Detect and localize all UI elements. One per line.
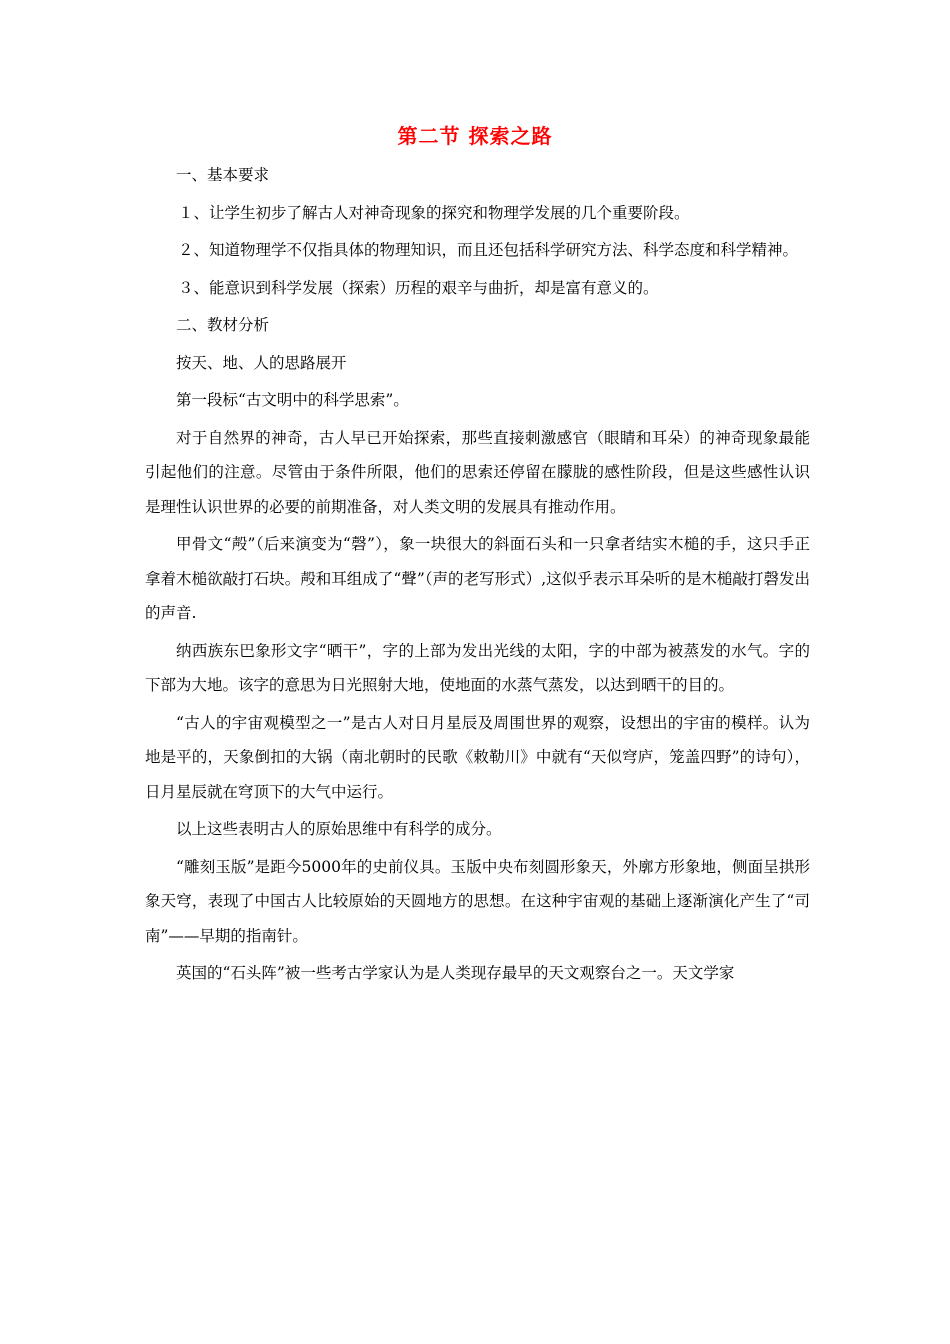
section-heading: 一、基本要求 [176,166,270,184]
paragraph: “雕刻玉版”是距今5000年的史前仪具。玉版中央布刻圆形象天，外廓方形象地，侧面呈拱形象天穹，表现了中国古人比较原始的天圆地方的思想。在这种宇宙观的基础上逐渐演化产生了“司南”——早期的指南针。 [145,857,810,945]
paragraph: 甲骨文“殸”（后来演变为“磬”），象一块很大的斜面石头和一只拿者结实木槌的手，这只手正拿着木槌欲敲打石块。殸和耳组成了“聲”（声的老写形式）,这似乎表示耳朵听的是木槌敲打磬发出的声音. [145,535,810,622]
list-item: ３、能意识到科学发展（探索）历程的艰辛与曲折，却是富有意义的。 [178,278,659,297]
paragraph: 纳西族东巴象形文字“晒干”，字的上部为发出光线的太阳，字的中部为被蒸发的水气。字的下部为大地。该字的意思为日光照射大地，使地面的水蒸气蒸发，以达到晒干的目的。 [145,641,810,694]
paragraph: 以上这些表明古人的原始思维中有科学的成分。 [176,820,502,838]
list-item: １、让学生初步了解古人对神奇现象的探究和物理学发展的几个重要阶段。 [178,203,690,222]
paragraph: 第一段标“古文明中的科学思索”。 [176,391,409,409]
paragraph: “古人的宇宙观模型之一”是古人对日月星辰及周围世界的观察，设想出的宇宙的模样。认为地是平的，天象倒扣的大锅（南北朝时的民歌《敕勒川》中就有“天似穹庐，笼盖四野”的诗句），日月星辰就在穹顶下的大气中运行。 [145,713,810,801]
list-item: ２、知道物理学不仅指具体的物理知识，而且还包括科学研究方法、科学态度和科学精神。 [178,241,799,259]
document-body [145,158,810,991]
paragraph: 对于自然界的神奇，古人早已开始探索，那些直接刺激感官（眼睛和耳朵）的神奇现象最能引起他们的注意。尽管由于条件所限，他们的思索还停留在朦胧的感性阶段，但是这些感性认识是理性认识世界的必要的前期准备，对人类文明的发展具有推动作用。 [145,428,810,516]
paragraph: 英国的“石头阵”被一些考古学家认为是人类现存最早的天文观察台之一。天文学家 [176,964,735,982]
page-title: 第二节 探索之路 [397,124,553,148]
section-heading: 二、教材分析 [176,316,270,334]
paragraph: 按天、地、人的思路展开 [176,353,347,372]
